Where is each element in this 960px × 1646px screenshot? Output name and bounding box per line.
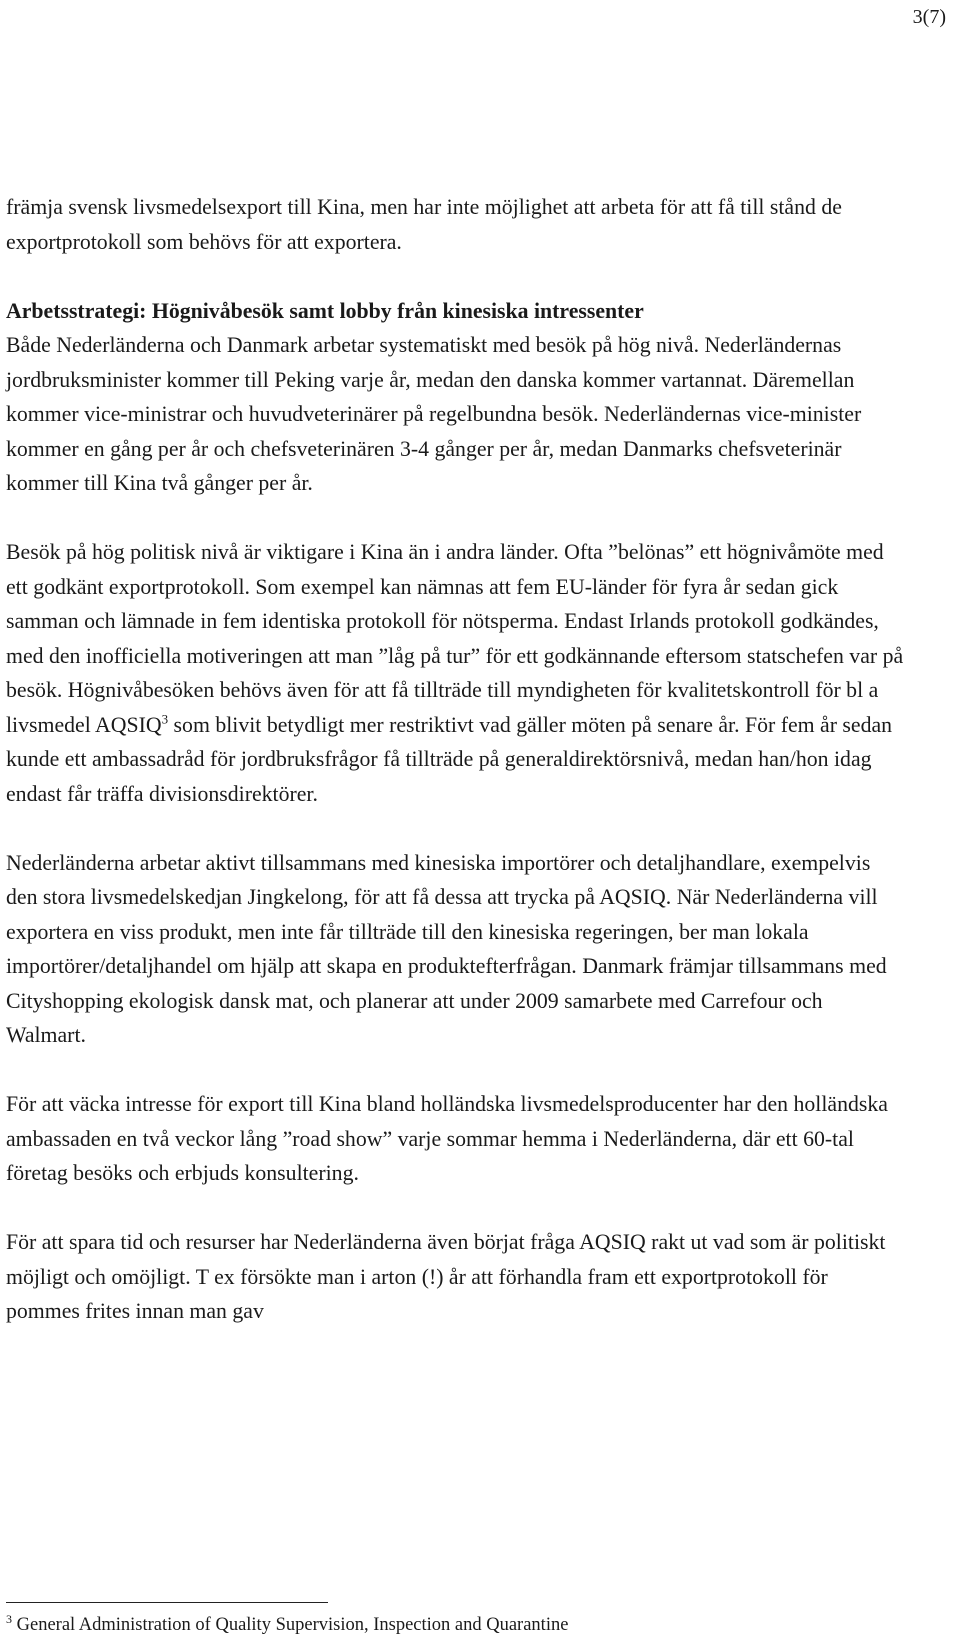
paragraph-gap bbox=[6, 501, 906, 536]
political-visits-text-a: Besök på hög politisk nivå är viktigare i Kina än i andra länder. Ofta ”belönas” ett högnivåmöte med ett godkänt exportprotokoll. Som exempel kan nämnas att fem EU-länder för fyra år sedan gick samman och lämnade in fem identiska protokoll för nötsperma. Endast Irlands protokoll godkändes, med den inofficiella motiveringen att man ”låg på tur” för ett godkännande eftersom statschefen var på besök. Högnivåbesöken behövs även för att få tillträde till myndigheten för kvalitetskontroll för bl a livsmedel AQSIQ bbox=[6, 540, 904, 737]
paragraph-gap bbox=[6, 259, 906, 294]
footnote-text: General Administration of Quality Supervision, Inspection and Quarantine bbox=[12, 1615, 569, 1635]
road-show-paragraph: För att väcka intresse för export till Kina bland holländska livsmedelsproducenter har den holländska ambassaden en två veckor lång ”road show” varje sommar hemma i Nederländerna, där ett 60-tal företag besöks och erbjuds konsultering. bbox=[6, 1092, 888, 1185]
intro-paragraph: främja svensk livsmedelsexport till Kina, men har inte möjlighet att arbeta för att få till stånd de exportprotokoll som behövs för att exportera. bbox=[6, 195, 842, 254]
paragraph-gap bbox=[6, 1053, 906, 1088]
footnote-separator bbox=[6, 1602, 328, 1603]
section-heading: Arbetsstrategi: Högnivåbesök samt lobby från kinesiska intressenter bbox=[6, 298, 644, 323]
page-number: 3(7) bbox=[912, 6, 946, 28]
footnote bbox=[6, 1611, 569, 1636]
high-level-visits-paragraph: Både Nederländerna och Danmark arbetar systematiskt med besök på hög nivå. Nederländernas jordbruksminister kommer till Peking varje år, medan den danska kommer vartannat. Däremellan kommer vice-ministrar och huvudveterinärer på regelbundna besök. Nederländernas vice-minister kommer en gång per år och chefsveterinären 3-4 gånger per år, medan Danmarks chefsveterinär kommer till Kina två gånger per år. bbox=[6, 333, 862, 495]
political-visits-paragraph bbox=[6, 535, 906, 811]
footnote-reference[interactable]: 3 bbox=[161, 711, 169, 727]
paragraph-gap bbox=[6, 1191, 906, 1226]
footnote-mark: 3 bbox=[6, 1611, 12, 1626]
importers-paragraph: Nederländerna arbetar aktivt tillsammans med kinesiska importörer och detaljhandlare, exempelvis den stora livsmedelskedjan Jingkelong, för att få dessa att trycka på AQSIQ. När Nederländerna vill exportera en viss produkt, men inte får tillträde till den kinesiska regeringen, ber man lokala importörer/detaljhandel om hjälp att skapa en produktefterfrågan. Danmark främjar tillsammans med Cityshopping ekologisk dansk mat, och planerar att under 2009 samarbete med Carrefour och Walmart. bbox=[6, 850, 887, 1047]
aqsiq-paragraph: För att spara tid och resurser har Nederländerna även börjat fråga AQSIQ rakt ut vad som är politiskt möjligt och omöjligt. T ex försökte man i arton (!) år att förhandla fram ett exportprotokoll för pommes frites innan man gav bbox=[6, 1230, 886, 1323]
paragraph-gap bbox=[6, 811, 906, 846]
political-visits-text-b: som blivit betydligt mer restriktivt vad gäller möten på senare år. För fem år sedan kunde ett ambassadråd för jordbruksfrågor få tillträde på generaldirektörsnivå, medan han/hon idag endast får träffa divisionsdirektörer. bbox=[6, 712, 893, 806]
document-body bbox=[6, 190, 906, 1329]
